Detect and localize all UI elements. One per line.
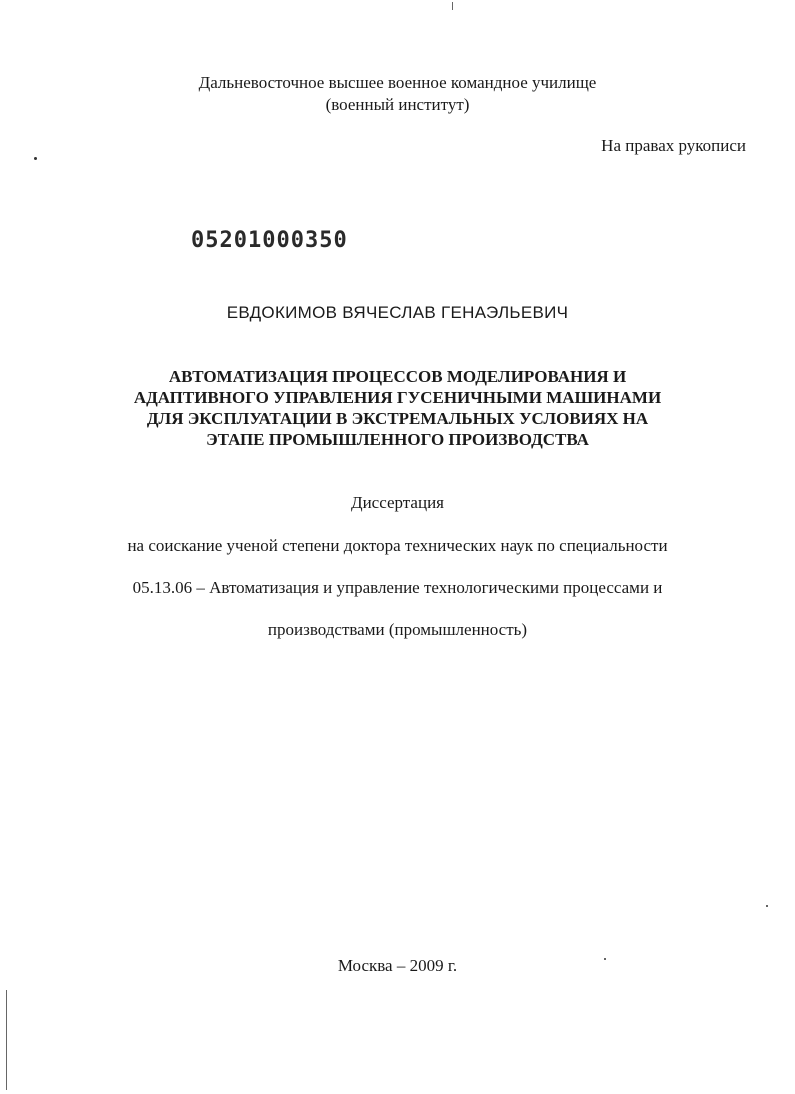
scan-mark-left [6,990,7,1090]
scan-mark-top [452,2,453,10]
catalog-number-stamp: 05201000350 [191,228,348,253]
institution-subtitle: (военный институт) [325,95,470,114]
degree-line-3: производствами (промышленность) [267,620,528,639]
institution-name: Дальневосточное высшее военное командное училище [198,73,597,92]
degree-line-2: 05.13.06 – Автоматизация и управление технологическими процессами и [132,578,663,597]
dissertation-title [0,366,795,450]
degree-line-1: на соискание ученой степени доктора технических наук по специальности [127,536,668,555]
rights-note: На правах рукописи [601,136,746,155]
place-and-year: Москва – 2009 г. [337,956,458,975]
title-line: ДЛЯ ЭКСПЛУАТАЦИИ В ЭКСТРЕМАЛЬНЫХ УСЛОВИЯХ НА [146,409,649,428]
title-line: АВТОМАТИЗАЦИЯ ПРОЦЕССОВ МОДЕЛИРОВАНИЯ И [168,367,627,386]
title-line: АДАПТИВНОГО УПРАВЛЕНИЯ ГУСЕНИЧНЫМИ МАШИНАМИ [133,388,662,407]
scan-speck [766,905,768,907]
document-type: Диссертация [350,493,444,512]
author-name: ЕВДОКИМОВ ВЯЧЕСЛАВ ГЕНАЭЛЬЕВИЧ [226,303,569,322]
title-line: ЭТАПЕ ПРОМЫШЛЕННОГО ПРОИЗВОДСТВА [206,430,589,449]
scan-speck [34,157,37,160]
